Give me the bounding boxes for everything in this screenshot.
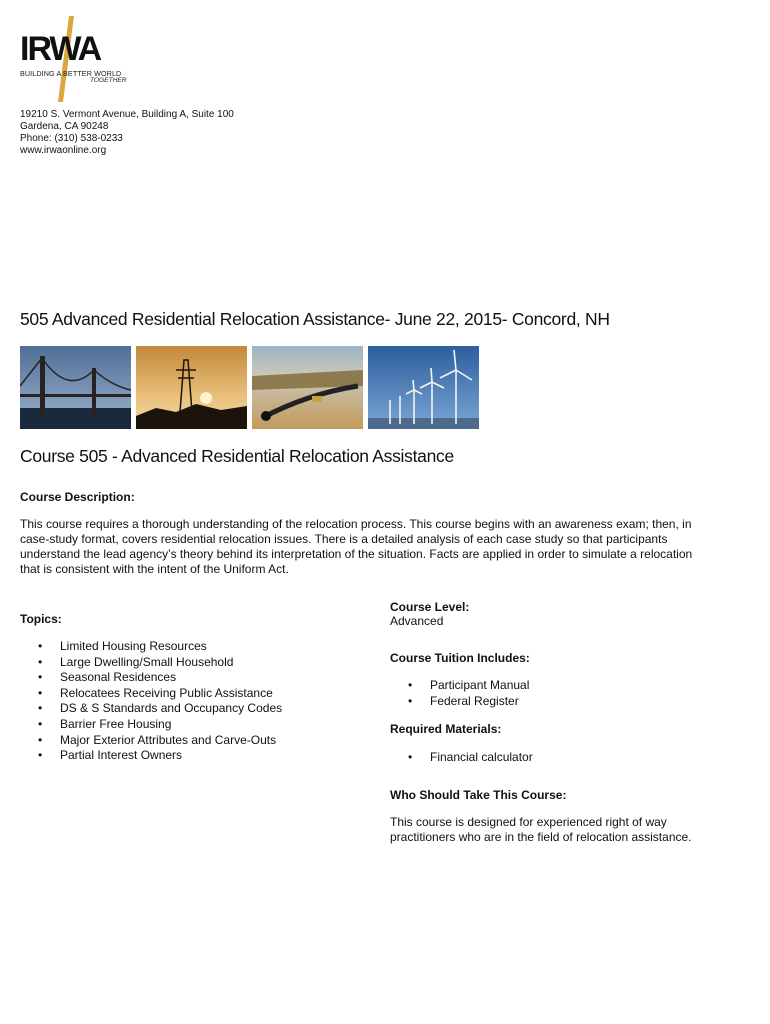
list-item: • Financial calculator xyxy=(408,750,533,764)
wind-turbines-photo xyxy=(368,346,479,429)
pipeline-photo xyxy=(252,346,363,429)
list-item: • Limited Housing Resources xyxy=(38,639,207,653)
page-title: 505 Advanced Residential Relocation Assistance- June 22, 2015- Concord, NH xyxy=(20,309,610,329)
course-title: Course 505 - Advanced Residential Relocation Assistance xyxy=(20,446,454,466)
list-item: • Barrier Free Housing xyxy=(38,716,172,731)
course-level-label: Course Level: xyxy=(390,600,470,614)
list-item: • Seasonal Residences xyxy=(38,670,177,685)
logo-wordmark: IRWA xyxy=(20,30,101,68)
course-level-value: Advanced xyxy=(390,614,444,628)
description-line: that is consistent with the intent of the Uniform Act. xyxy=(20,562,289,576)
tuition-list xyxy=(392,678,529,709)
audience-line: This course is designed for experienced right of way xyxy=(390,815,667,829)
logo-tagline: BUILDING A BETTER WORLD xyxy=(20,69,122,78)
logo-tagline-together: TOGETHER xyxy=(90,77,127,84)
address-phone: Phone: (310) 538-0233 xyxy=(20,133,123,144)
description-line: This course requires a thorough understanding of the relocation process. This course begins with an awareness exam; then, in xyxy=(20,517,692,531)
description-line: case-study format, covers residential relocation issues. There is a detailed analysis of each case study so that participants xyxy=(20,532,668,546)
list-item: • DS & S Standards and Occupancy Codes xyxy=(38,701,283,716)
address-website[interactable]: www.irwaonline.org xyxy=(20,145,107,156)
audience-label: Who Should Take This Course: xyxy=(390,788,567,802)
power-tower-sunset-photo xyxy=(136,346,247,429)
bridge-photo xyxy=(20,346,131,429)
list-item: • Federal Register xyxy=(408,693,519,708)
list-item: • Large Dwelling/Small Household xyxy=(38,654,234,669)
list-item: • Partial Interest Owners xyxy=(38,748,183,763)
list-item: • Participant Manual xyxy=(408,678,530,692)
topics-label: Topics: xyxy=(20,612,62,626)
topics-list xyxy=(22,639,282,764)
materials-list xyxy=(392,750,533,766)
irwa-logo xyxy=(20,14,130,86)
description-line: understand the lead agency’s theory behind its interpretation of the situation. Facts are applied in order to simulate a relocation xyxy=(20,547,693,561)
required-materials-label: Required Materials: xyxy=(390,722,502,736)
list-item: • Relocatees Receiving Public Assistance xyxy=(38,685,273,700)
audience-line: practitioners who are in the field of relocation assistance. xyxy=(390,830,692,844)
address-street: 19210 S. Vermont Avenue, Building A, Suite 100 xyxy=(20,109,234,120)
list-item: • Major Exterior Attributes and Carve-Outs xyxy=(38,732,277,747)
address-city: Gardena, CA 90248 xyxy=(20,121,109,132)
course-description-label: Course Description: xyxy=(20,490,135,504)
tuition-label: Course Tuition Includes: xyxy=(390,651,530,665)
